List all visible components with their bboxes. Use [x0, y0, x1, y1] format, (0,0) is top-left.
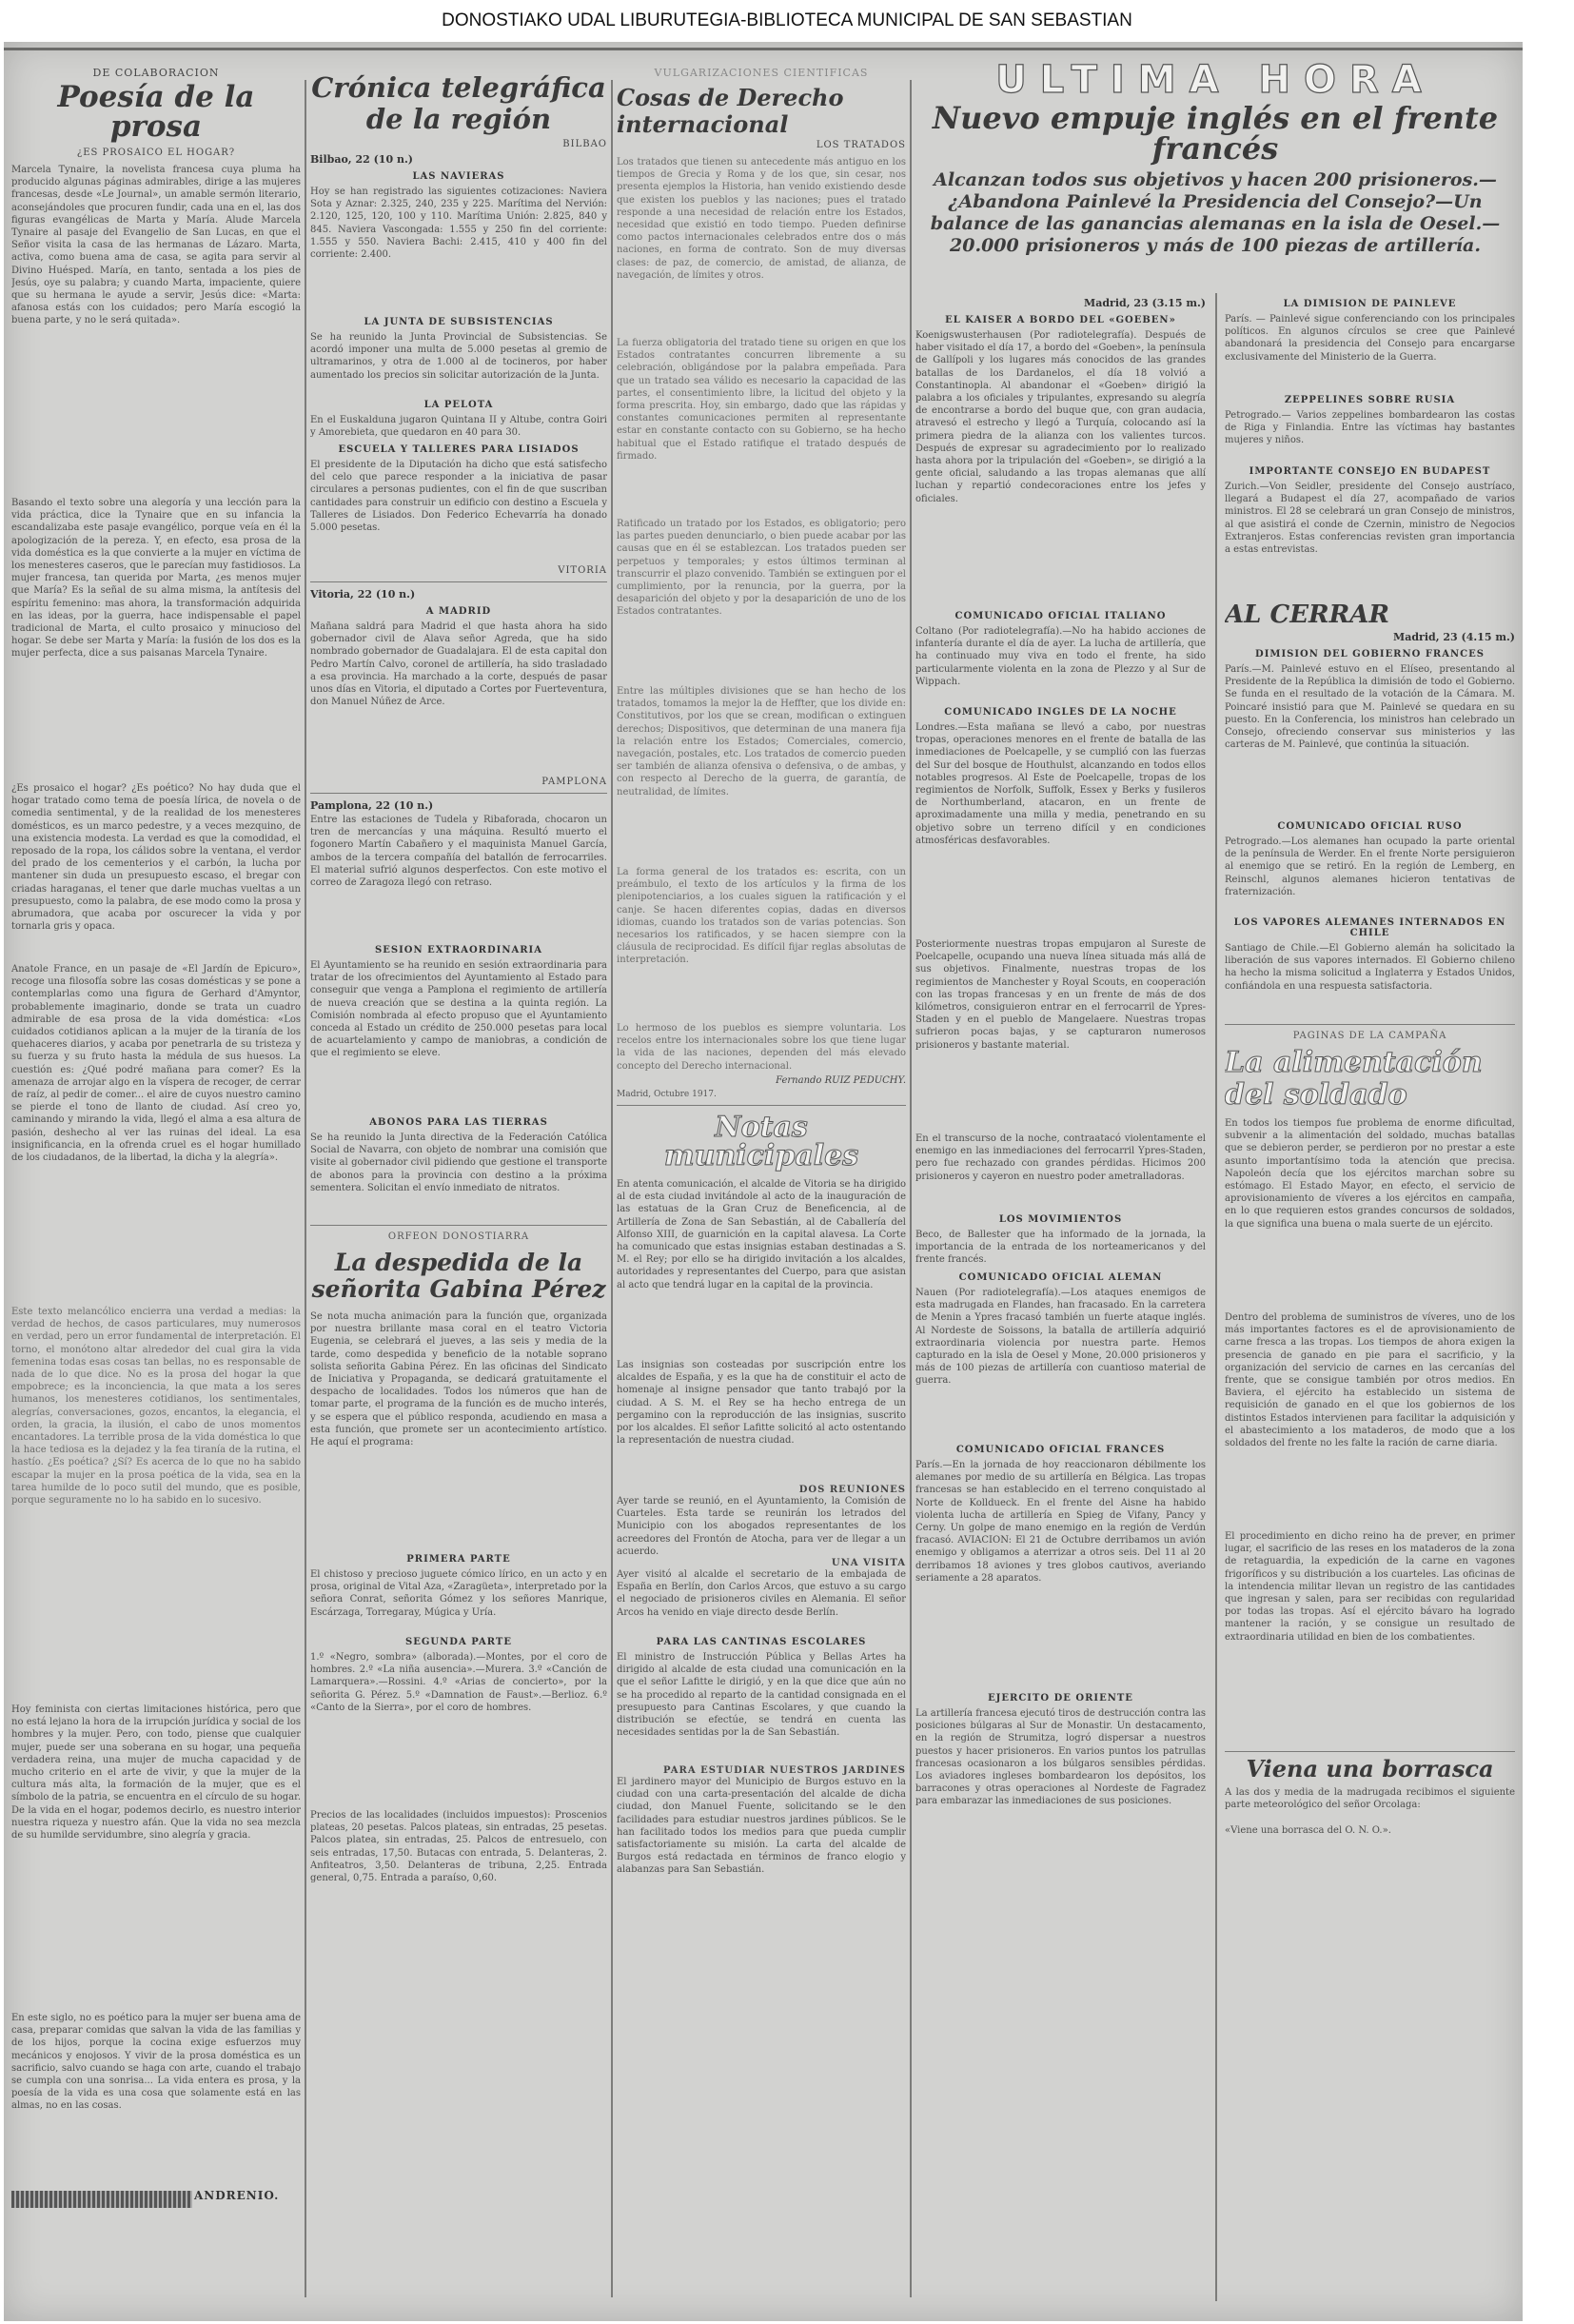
paragraph: Nauen (Por radiotelegrafía).—Los ataques enemigos de esta madrugada en Flandes, han fracasado. En la carretera de Menin a Ypres fracasó también un fuerte ataque inglés. Al Nordeste de Soissons, la batalla de artillería adquirió extraordinaria violencia por nuestra parte. Hemos capturado en la isla de Oesel y Mone, 20.000 prisioneros y más de 100 piezas de artillería con cuantioso material de guerra.: [915, 1288, 1206, 1387]
place-label: VITORIA: [558, 565, 607, 576]
paragraph: Entre las estaciones de Tudela y Ribaforada, chocaron un tren de mercancías y una máquina. Resultó muerto el fogonero Martín Cabañero y el maquinista Manuel García, ambos de la tercera compañía del batallón de ferrocarriles. El material sufrió algunos desperfectos. Con este motivo el correo de Zaragoza llegó con retraso.: [310, 815, 607, 889]
paragraph: Coltano (Por radiotelegrafía).—No ha habido acciones de infantería durante el día de ayer. La lucha de artillería, que ha continuado muy viva en todo el frente, ha sido particularmente violenta en la zona de Plezzo y al Sur de Wippach.: [915, 626, 1206, 687]
divider: [310, 581, 607, 582]
article-title: Viena una borrasca: [1246, 1755, 1494, 1782]
paragraph: Ayer tarde se reunió, en el Ayuntamiento, la Comisión de Cuarteles. Esta tarde se reunirán los letrados del Municipio con los abogados representantes de los acreedores del Frontón de Atocha, para ver de llegar a un acuerdo.: [617, 1496, 906, 1557]
column-rule: [1215, 293, 1217, 2301]
right-margin: [1523, 42, 1574, 2324]
quote: «Viene una borrasca del O. N. O.».: [1225, 1825, 1391, 1836]
paragraph: En el Euskalduna jugaron Quintana II y Altube, contra Goiri y Amorebieta, que quedaron en 40 para 30.: [310, 415, 607, 439]
paragraph: El presidente de la Diputación ha dicho que está satisfecho del celo que parece responder a la iniciativa de pasar circulares a personas pudientes, con el fin de que suscriban cantidades para construir un edificio con destino a Escuela y Talleres de Lisiados. Don Federico Echevarría ha donado 5.000 pesetas.: [310, 460, 607, 534]
divider: [310, 1225, 607, 1226]
section-kicker: ORFEON DONOSTIARRA: [387, 1231, 530, 1242]
paragraph: París.—M. Painlevé estuvo en el Elíseo, presentando al Presidente de la República la dimisión de todo el Gobierno. Se funda en el resultado de la votación de la Cámara. M. Poincaré insistió para que M. Painlevé se quedara en su puesto. En la Conferencia, los ministros han celebrado un Consejo, ofreciendo conservar sus ministerios y las carteras de M. Painlevé, que continúa la situación.: [1225, 664, 1515, 751]
section-heading: EL KAISER A BORDO DEL «GOEBEN»: [945, 315, 1176, 325]
paragraph: Koenigswusterhausen (Por radiotelegrafía). Después de haber visitado el día 17, a bordo del «Goeben», la península de Gallípoli y los lugares más conocidos de las grandes batallas de los Dardanelos, el día 18 volvió a Constantinopla. Al abandonar el «Goeben» dirigió la palabra a los oficiales y tripulantes, expresando su alegría de encontrarse a bordo del buque que, con gran audacia, atravesó el estrecho y llegó a Turquía, colocando así la primera piedra de la alianza con los valientes turcos. Después de expresar su agradecimiento por lo realizado hasta ahora por la tripulación del «Goeben», se dirigió a la gente oficial, saludando a las tropas alemanas que allí luchan y repartió condecoraciones entre los jefes y oficiales.: [915, 330, 1206, 504]
paragraph: El chistoso y precioso juguete cómico lírico, en un acto y en prosa, original de Vital Aza, «Zaragüeta», interpretado por la señora Conrat, señorita Gómez y los señores Manrique, Escárzaga, Torregaray, Múgica y Uría.: [310, 1569, 607, 1618]
dateline: Vitoria, 22 (10 n.): [310, 588, 416, 601]
program-heading: PRIMERA PARTE: [406, 1554, 511, 1565]
paragraph: Ratificado un tratado por los Estados, es obligatorio; pero las partes pueden denunciarlo, o bien puede acabar por las causas que en él se establezcan. Los tratados pueden ser perpetuos y temporales; y estos últimos terminan al transcurrir el plazo convenido. También se extinguen por el cumplimiento, por la renuncia, por la guerra, por la desaparición del objeto y por la desaparición de uno de los Estados contratantes.: [617, 519, 906, 618]
paragraph: Petrogrado.— Varios zeppelines bombardearon las costas de Riga y Finlandia. Entre las víctimas hay bastantes mujeres y niños.: [1225, 410, 1515, 446]
section-heading: COMUNICADO OFICIAL ALEMAN: [958, 1272, 1163, 1283]
section-heading: LOS MOVIMIENTOS: [998, 1214, 1123, 1225]
article-title: Nuevo empuje inglés en el frente francés: [932, 100, 1499, 167]
paragraph: Las insignias son costeadas por suscripción entre los alcaldes de España, y es la que ha de constituir el acto de homenaje al insigne pensador que tanto trabajó por la ciudad. A S. M. el Rey se ha hecho entrega de un pergamino con la reproducción de las insignias, suscrito por los alcaldes. El señor Lafitte solicitó al acto ostentando la representación de nuestra ciudad.: [617, 1360, 906, 1447]
section-heading: UNA VISITA: [831, 1558, 906, 1568]
column-poesia: [11, 59, 301, 2305]
paragraph: Este texto melancólico encierra una verdad a medias: la verdad de hechos, de casos particulares, muy numerosos en verdad, pero un error fundamental de interpretación. El torno, el monótono altar alrededor del cual gira la vida femenina todas esas cosas tan bellas, no es responsable de nada de lo que dice. No es la prosa del hogar la que empobrece; es la inconciencia, la que mata a los seres humanos, los menesteres cotidianos, los sentimentales, alegrías, conversaciones, gozos, encantos, la elegancia, el orden, la gracia, la ilusión, el cabo de unos momentos encantadores. La terrible prosa de la vida doméstica lo que la hace tediosa es la dejadez y la fea tiranía de la rutina, el hastío. ¿Es poética? ¿Sí? Es acerca de lo que no ha sabido escapar la mujer en la prosa poética de la vida, sea en la tarea humilde de lo poco sutil del mundo, que es posible, porque seguramente no lo ha sabido en lo sucesivo.: [11, 1307, 301, 1507]
divider: [310, 793, 607, 794]
article-title: La alimentación del soldado: [1225, 1046, 1483, 1112]
paragraph: Beco, de Ballester que ha informado de la jornada, la importancia de la entrada de los norteamericanos y del frente francés.: [915, 1230, 1206, 1266]
dateline: Bilbao, 22 (10 n.): [310, 153, 413, 166]
article-title: Notas municipales: [663, 1111, 859, 1172]
paragraph: Marcela Tynaire, la novelista francesa cuya pluma ha producido algunas páginas admirables, dirige a las mujeres francesas, desde «Le Journal», un amable sermón literario, aconsejándoles que procuren fundir, cada una en el, las dos figuras evangélicas de Marta y María. Alude Marcela Tynaire al pasaje del Evangelio de San Lucas, en que el Señor visita la casa de las hermanas de Lázaro. Marta, activa, como buena ama de casa, se agita para servir al Divino Huésped. María, en tanto, sentada a los pies de Jesús, oye su palabra; y cuando Marta, impaciente, quiere que su hermana le ayude a servir, Jesús dice: «Marta: afanosa estás con los cuidados; pero María escogió la buena parte, y no le será quitada».: [11, 165, 301, 326]
section-heading: ESCUELA Y TALLERES PARA LISIADOS: [338, 444, 580, 455]
article-title: Poesía de la prosa: [57, 80, 255, 144]
paragraph: Los tratados que tienen su antecedente más antiguo en los tiempos de Grecia y Roma y de los que, sin cesar, nos presenta ejemplos la Historia, han venido existiendo desde que existen los pueblos y las naciones; pues el tratado responde a una necesidad de relación entre los Estados, necesidad que existió en todo tiempo. Pueden definirse como pactos internacionales celebrados entre dos o más naciones, en forma de contrato. Son de muy diversas clases: de paz, de comercio, de amistad, de alianza, de navegación, de límites y otros.: [617, 157, 906, 281]
library-banner: DONOSTIAKO UDAL LIBURUTEGIA-BIBLIOTECA MUNICIPAL DE SAN SEBASTIAN: [0, 0, 1574, 42]
newspaper-page: [4, 42, 1523, 2321]
program-list: 1.º «Negro, sombra» (alborada).—Montes, por el coro de hombres. 2.º «La niña ausencia».—Murera. 3.º «Canción de Lamarquera».—Rossini. 4.º «Arias de concierto», por la señorita G. Pérez. 5.º «Damnation de Faust».—Berlioz. 6.º «Canto de la Sierra», por el coro de hombres.: [310, 1652, 607, 1713]
section-heading: LAS NAVIERAS: [412, 171, 505, 182]
section-heading: PARA ESTUDIAR NUESTROS JARDINES: [662, 1765, 906, 1776]
paragraph: El ministro de Instrucción Pública y Bellas Artes ha dirigido al alcalde de esta ciudad una comunicación en la que el señor Lafitte le dirigió, y en la que dice que aún no se ha procedido al reparto de la cantidad consignada en el presupuesto para Cantinas Escolares, y que cuando la distribución se efectúe, se tendrá en cuenta las necesidades sentidas por la de San Sebastián.: [617, 1652, 906, 1739]
column-kicker: VULGARIZACIONES CIENTIFICAS: [654, 67, 869, 79]
dateline: Madrid, 23 (3.15 m.): [1084, 297, 1206, 309]
section-heading: PARA LAS CANTINAS ESCOLARES: [656, 1637, 867, 1647]
column-derecho: [617, 59, 906, 2305]
paragraph: A las dos y media de la madrugada recibimos el siguiente parte meteorológico del señor Orcolaga:: [1225, 1787, 1515, 1811]
article-title: Crónica telegráfica de la región: [311, 71, 606, 135]
paragraph: Petrogrado.—Los alemanes han ocupado la parte oriental de la península de Werder. En el frente Norte persiguieron al enemigo que se retiró. En la región de Lemberg, en Reinschl, algunos alemanes hicieron tentativas de fraternización.: [1225, 837, 1515, 897]
paragraph: Lo hermoso de los pueblos es siempre voluntaria. Los recelos entre los internacionales sobre los que tiene lugar la vida de las naciones, dependen del más elevado concepto del Derecho internacional.: [617, 1023, 906, 1072]
column-rule: [305, 80, 306, 2297]
article-signature: ANDRENIO.: [194, 2189, 280, 2202]
paragraph: Precios de las localidades (incluidos impuestos): Proscenios plateas, 20 pesetas. Palcos plateas, sin entradas, 25 pesetas. Palcos platea, sin entradas, 25. Palcos de entresuelo, con seis entradas, 17,50. Butacas con entrada, 5. Delanteras, 2. Anfiteatros, 3,50. Delanteras de tribuna, 2,25. Entrada general, 0,75. Entrada a paraíso, 0,60.: [310, 1810, 607, 1884]
divider: [617, 1105, 906, 1106]
paragraph: Zurich.—Von Seidler, presidente del Consejo austríaco, llegará a Budapest el día 27, acompañado de varios ministros. El 28 se celebrará un gran Consejo de ministros, al que asistirá el conde de Czernin, ministro de Negocios Extranjeros. Estas conferencias revisten gran importancia a estas entrevistas.: [1225, 482, 1515, 556]
section-heading: ZEPPELINES SOBRE RUSIA: [1284, 395, 1456, 405]
section-heading: EJERCITO DE ORIENTE: [988, 1693, 1133, 1704]
paragraph: El procedimiento en dicho reino ha de prever, en primer lugar, el sacrificio de las reses en los mataderos de la zona de retaguardia, la expedición de la carne en vagones frigoríficos y su distribución a los cuarteles. Las oficinas de la intendencia militar llevan un registro de las cantidades que ingresan y salen, para ser recibidas con regularidad por todas las tropas. Así el ejército bávaro ha logrado mantener la ración, y se consigue un resultado de extraordinaria utilidad en bien de los combatientes.: [1225, 1531, 1515, 1643]
paragraph: ¿Es prosaico el hogar? ¿Es poético? No hay duda que el hogar tratado como tema de poesía lírica, de novela o de comedia sentimental, y de la realidad de los menesteres domésticos, es un marco pedestre, y a veces mezquino, de una existencia modesta. La verdad es que la comodidad, el reposado de la ropa, los cálidos sobre la ventana, el verdor del prado de los cementerios y el carbón, la lucha por mantener sin duda un presupuesto escaso, el bregar con criadas haraganas, el tener que darle muchas vueltas a un presupuesto, como la palabra, de ese modo como la prosa y abrumadora, que acaba por oscurecer la vida y por tornarla gris y opaca.: [11, 783, 301, 933]
section-heading: COMUNICADO OFICIAL ITALIANO: [954, 611, 1167, 621]
ultima-hora-header: [915, 59, 1515, 297]
article-subtitle: ¿ES PROSAICO EL HOGAR?: [76, 148, 236, 158]
section-heading: ABONOS PARA LAS TIERRAS: [369, 1117, 548, 1128]
section-heading: COMUNICADO OFICIAL RUSO: [1277, 821, 1463, 832]
divider: [1225, 1751, 1515, 1752]
paragraph: Londres.—Esta mañana se llevó a cabo, por nuestras tropas, operaciones menores en el frente de batalla de las inmediaciones de Poelcapelle, y se cumplió con las fuerzas del Sur del bosque de Houthulst, alcanzando en todos ellos notables progresos. Al Este de Poelcapelle, tropas de los regimientos de Norfolk, Suffolk, Essex y Berks y fusileros de Northumberland, atacaron, en un frente de aproximadamente una milla y media, penetrando en su objetivo sobre un terreno difícil y en condiciones atmosféricas desfavorables.: [915, 722, 1206, 846]
paragraph: Mañana saldrá para Madrid el que hasta ahora ha sido gobernador civil de Alava señor Agreda, que ha sido nombrado gobernador de Guadalajara. El de esta capital don Pedro Martín Calvo, coronel de artillería, ha sido trasladado a esa provincia. Ha marchado a la corte, después de pasar unos días en Vitoria, el diputado a Cortes por Fuerteventura, don Manuel Núñez de Arce.: [310, 621, 607, 708]
section-heading: A MADRID: [425, 606, 492, 617]
dateline: Madrid, Octubre 1917.: [617, 1090, 717, 1099]
paragraph: En el transcurso de la noche, contraatacó violentamente el enemigo en las inmediaciones del ferrocarril Ypres-Staden, pero fue rechazado con grandes pérdidas. Hicimos 200 prisioneros y cayeron en nuestro poder ametralladoras.: [915, 1133, 1206, 1182]
article-signature: Fernando RUIZ PEDUCHY.: [776, 1075, 906, 1086]
paragraph: Se nota mucha animación para la función que, organizada por nuestra brillante masa coral en el teatro Victoria Eugenia, se celebrará el jueves, a las seis y media de la tarde, como despedida y beneficio de la notable soprano solista señorita Gabina Pérez. En las oficinas del Sindicato de Iniciativa y Propaganda, se dedicará gratuitamente el despacho de localidades. Todos los números que han de tomar parte, el programa de la función es de mucho interés, y se espera que el público responda, acudiendo en masa a esta función, que promete ser un acontecimiento artístico. He aquí el programa:: [310, 1311, 607, 1448]
article-title: Cosas de Derecho internacional: [617, 84, 844, 138]
section-heading: COMUNICADO INGLES DE LA NOCHE: [944, 707, 1177, 718]
section-heading: DIMISION DEL GOBIERNO FRANCES: [1255, 649, 1485, 660]
paragraph: Ayer visitó al alcalde el secretario de la embajada de España en Berlín, don Carlos Arcos, que estuvo a su cargo el negociado de prisioneros civiles en Alemania. El señor Arcos ha venido en viaje directo desde Berlín.: [617, 1569, 906, 1618]
divider: [1225, 1024, 1515, 1025]
archive-stamp: [11, 2191, 192, 2208]
paragraph: Santiago de Chile.—El Gobierno alemán ha solicitado la liberación de sus vapores internados. El Gobierno chileno ha hecho la misma solicitud a Inglaterra y Estados Unidos, confiándola en una respuesta satisfactoria.: [1225, 943, 1515, 992]
paragraph: En todos los tiempos fue problema de enorme dificultad, subvenir a la alimentación del soldado, muchas batallas que se debieron perder, se perdieron por no prestar a este asunto importantísimo toda la atención que precisa. Napoleón decía que los ejércitos marchan sobre su estómago. El Estado Mayor, en efecto, el servicio de aprovisionamiento de víveres a los ejércitos en campaña, en lo que requieren estos grandes concursos de soldados, la que significa una buena o mala suerte de un ejército.: [1225, 1118, 1515, 1230]
column-rule: [611, 80, 613, 2297]
paragraph: Se ha reunido la Junta Provincial de Subsistencias. Se acordó imponer una multa de 5.000 pesetas al gremio de ultramarinos, y otra de 1.000 al de tocineros, por haber aumentado los precios sin solicitar autorización de la Junta.: [310, 332, 607, 381]
article-deck: Alcanzan todos sus objetivos y hacen 200 prisioneros.—¿Abandona Painlevé la Presidencia del Consejo?—Un balance de las ganancias alemanas en la isla de Oesel.—20.000 prisioneros y más de 100 piezas de artillería.: [930, 169, 1501, 256]
section-heading: SESION EXTRAORDINARIA: [375, 945, 542, 955]
section-heading: LOS VAPORES ALEMANES INTERNADOS EN CHILE: [1233, 917, 1506, 938]
paragraph: Basando el texto sobre una alegoría y una lección para la vida práctica, dice la Tynaire que en su infancia la escandalizaba este pasaje evangélico, porque veía en él la apologización de la pereza. Y, en efecto, esa prosa de la vida doméstica es la que convierte a la mujer en víctima de los menesteres caseros, que le parecían muy fastidiosos. La mujer francesa, tan querida por Marta, ¿es menos mujer que María? Es la señal de su alma misma, la antítesis del espíritu femenino: mas ahora, la transformación adquirida en las ideas, por la guerra, hace indispensable el papel tradicional de Marta, el culto prosaico y minucioso del hogar. Se debe ser Marta y María: la fusión de los dos es la mujer perfecta, dice a sus paisanas Marcela Tynaire.: [11, 498, 301, 660]
place-label: BILBAO: [562, 139, 607, 149]
paragraph: Se ha reunido la Junta directiva de la Federación Católica Social de Navarra, con objeto de nombrar una comisión que visite al gobernador civil pidiendo que gestione el transporte de abonos para la provincia con destino a la próxima sementera. Solicitan el envío inmediato de nitratos.: [310, 1132, 607, 1193]
section-heading: LA JUNTA DE SUBSISTENCIAS: [364, 317, 554, 327]
section-title: AL CERRAR: [1225, 601, 1390, 629]
paragraph: París.—En la jornada de hoy reaccionaron débilmente los alemanes por medio de su artillería en Bélgica. Las tropas francesas se han establecido en el terreno conquistado al Norte de Kolldueck. En el frente del Aisne ha habido violenta lucha de artillería en Spieg de Vifany, Pancy y Cerny. Un golpe de mano enemigo en la región de Verdún fracasó. AVIACION: El 21 de Octubre derribamos un avión enemigo y obligamos a aterrizar a otros seis. Del 11 al 20 derribamos 18 aviones y tres globos cautivos, averiando seriamente a 28 aparatos.: [915, 1460, 1206, 1584]
article-title: La despedida de la señorita Gabina Pérez: [311, 1249, 606, 1303]
section-heading: IMPORTANTE CONSEJO EN BUDAPEST: [1249, 466, 1491, 477]
program-heading: SEGUNDA PARTE: [405, 1637, 512, 1647]
paragraph: Entre las múltiples divisiones que se han hecho de los tratados, tomamos la mejor la de Heffter, que los divide en: Constitutivos, por los que se crean, modifican o extinguen derechos; Dispositivos, que determinan de una manera fija la relación entre los Estados; Comerciales, comercio, navegación, postales, etc. Los tratados de comercio pueden ser también de alianza ofensiva o defensiva, o de ambas, y con respecto al Derecho de la guerra, de garantía, de neutralidad, de límites.: [617, 686, 906, 798]
paragraph: Posteriormente nuestras tropas empujaron al Sureste de Poelcapelle, ocupando una nueva línea situada más allá de sus objetivos. Finalmente, nuestras tropas de los regimientos de Manchester y Royal Scouts, en cooperación con las tropas francesas y en un frente de más de dos kilómetros, consiguieron entrar en el ferrocarril de Ypres-Staden y en el pueblo de Mangelaere. Nuestras tropas sufrieron pocas bajas, y se capturaron numerosos prisioneros y bastante material.: [915, 939, 1206, 1051]
paragraph: La fuerza obligatoria del tratado tiene su origen en que los Estados contratantes concurren libremente a su celebración, obligándose por la palabra empeñada. Para que un tratado sea válido es necesario la capacidad de las partes, el consentimiento libre, la licitud del objeto y la forma prescrita. Hoy, sin embargo, dado que las rápidas y constantes comunicaciones permiten al representante estar en constante contacto con su Gobierno, se ha hecho habitual que el Estado ratifique el tratado después de firmado.: [617, 338, 906, 462]
paragraph: El jardinero mayor del Municipio de Burgos estuvo en la ciudad con una carta-presentación del alcalde de dicha ciudad, don Manuel Fuente, solicitando se le den facilidades para estudiar nuestros jardines públicos. Se le han facilitado todos los medios para que pueda cumplir satisfactoriamente su misión. La carta del alcalde de Burgos está redactada en términos de franco elogio y alabanzas para San Sebastián.: [617, 1777, 906, 1876]
paragraph: Anatole France, en un pasaje de «El Jardín de Epicuro», recoge una filosofía sobre las cosas domésticas y se pone a contemplarlas como una figura de Gerhard d'Amyntor, probablemente imaginario, donde se trata un cuadro admirable de esa prosa de la vida doméstica: «Los cuidados cotidianos aplican a la mujer de la tiranía de los quehaceres diarios, y acaba por penetrarla de su tristeza y su fuerza y su fruto hasta la médula de sus huesos. La cuestión es: ¿Qué podré mañana para comer? Es la amenaza de arrojar algo en la víspera de recoger, de cerrar de raíz, al pedir de comer... el aire de cuyos nuestro camino se pierde el tono de llanto de ciudad. Así creo yo, caminando y mirando la vida, llegó el alma a esa altura de pasión, deshecho al ver las ruinas del ideal. La esa insignificancia, en la ofrenda cruel es el hogar humillado de los ciudadanos, de la libertad, la dicha y la alegría».: [11, 964, 301, 1164]
column-ultima-right: [1225, 293, 1515, 2301]
section-heading: LA DIMISION DE PAINLEVE: [1283, 299, 1457, 309]
paragraph: París. — Painlevé sigue conferenciando con los principales políticos. En algunos círculos se cree que Painlevé abandonará la presidencia del Consejo para encargarse exclusivamente del Ministerio de la Guerra.: [1225, 314, 1515, 363]
dateline: Madrid, 23 (4.15 m.): [1393, 631, 1515, 643]
place-label: PAMPLONA: [541, 777, 607, 787]
section-heading: LA PELOTA: [423, 400, 494, 410]
paragraph: Dentro del problema de suministros de víveres, uno de los más importantes factores es el de aprovisionamiento de carne fresca a las tropas. Los tiempos de ahora exigen la presencia de ganado en pie para el sacrificio, y la organización del servicio de carnes en las cercanías del frente, que se consigue también por otros medios. En Baviera, el ejército ha establecido un sistema de requisición de ganado en el que los gobiernos de los distintos Estados intervienen para facilitar la adquisición y el abastecimiento a los mataderos, de modo que a los soldados del frente no les falte la ración de carne diaria.: [1225, 1312, 1515, 1449]
column-kicker: DE COLABORACION: [92, 67, 220, 79]
article-tag: LOS TRATADOS: [816, 140, 906, 150]
paragraph: La artillería francesa ejecutó tiros de destrucción contra las posiciones búlgaras al Sur de Monastir. Un destacamento, en la región de Strumitza, logró dispersar a nuestros puestos y hacer prisioneros. En varios puntos los patrullas francesas ocasionaron a los búlgaros sensibles pérdidas. Los aviadores ingleses bombardearon los depósitos, los barracones y otras operaciones al Nordeste de Fagradez para embarazar las inmediaciones de sus posiciones.: [915, 1708, 1206, 1807]
column-rule: [910, 80, 912, 2297]
paragraph: La forma general de los tratados es: escrita, con un preámbulo, el texto de los artículos y la firma de los plenipotenciarios, a los cuales siguen la ratificación y el canje. Se hacen diferentes copias, dadas en diversos idiomas, cuando los tratados son de varias potencias. Son necesarios los ratificados, y se hacen siempre con la cláusula de reciprocidad. Es difícil fijar reglas absolutas de interpretación.: [617, 867, 906, 966]
column-cronica: [310, 59, 607, 2305]
paragraph: Hoy se han registrado las siguientes cotizaciones: Naviera Sota y Aznar: 2.325, 240, 235 y 225. Marítima del Nervión: 2.120, 125, 120, 100 y 110. Marítima Unión: 2.825, 840 y 845. Naviera Vascongada: 1.555 y 250 fin del corriente: 1.555 y 550. Naviera Bachi: 2.415, 410 y 400 fin del corriente: 2.400.: [310, 187, 607, 261]
dateline: Pamplona, 22 (10 n.): [310, 799, 434, 812]
paragraph: El Ayuntamiento se ha reunido en sesión extraordinaria para tratar de los ofrecimientos del Ayuntamiento al Estado para conseguir que venga a Pamplona el regimiento de artillería de nueva creación que se destina a la quinta región. La Comisión nombrada al efecto propuso que el Ayuntamiento conceda al Estado un crédito de 250.000 pesetas para local de acuartelamiento y campo de maniobras, a condición de que el regimiento se eleve.: [310, 960, 607, 1059]
section-masthead: ULTIMA HORA: [995, 59, 1435, 102]
section-heading: COMUNICADO OFICIAL FRANCES: [955, 1445, 1166, 1455]
top-rule: [4, 48, 1523, 50]
column-ultima-left: [915, 293, 1206, 2301]
paragraph: En atenta comunicación, el alcalde de Vitoria se ha dirigido al de esta ciudad invitándole al acto de la inauguración de las estatuas de la Gran Cruz de Beneficencia, al de Artillería de Zona de San Sebastián, al de Caballería del Alfonso XIII, de guarnición en la capital alavesa. La Corte ha comunicado que estas insignias estaban destinadas a S. M. el Rey; por ello se ha dirigido invitación a los alcaldes, autoridades y representantes del Cuerpo, para que asistan al acto que tendrá lugar en la capital de la provincia.: [617, 1179, 906, 1290]
section-heading: DOS REUNIONES: [798, 1485, 906, 1495]
section-kicker: PAGINAS DE LA CAMPAÑA: [1292, 1031, 1447, 1041]
paragraph: Hoy feminista con ciertas limitaciones histórica, pero que no está lejano la hora de la irrupción jurídica y social de los hombres y la mujer. Pero, con todo, piense que cualquier mujer, puede ser una soberana en su hogar, una pequeña verdadera reina, una mujer de mucha capacidad y de mucho criterio en el arte de vivir, y que la mujer de la cultura más alta, la formación de la mujer, que es el símbolo de la patria, se encuentra en el círculo de su hogar. De la vida en el hogar, podemos decirlo, es nuestro interior nuestra riqueza y nuestro afán. Que la vida no sea mezcla de su humilde servidumbre, sino alegría y gracia.: [11, 1704, 301, 1841]
paragraph: En este siglo, no es poético para la mujer ser buena ama de casa, preparar comidas que salvan la vida de las familias y de los hijos, porque la cocina exige esfuerzos muy mecánicos y enojosos. Y vivir de la prosa doméstica es un sacrificio, salvo cuando se haga con arte, cuando el trabajo se cumpla con una sonrisa... La vida entera es prosa, y la poesía de la vida es una cosa que solamente está en las almas, no en las cosas.: [11, 2013, 301, 2112]
